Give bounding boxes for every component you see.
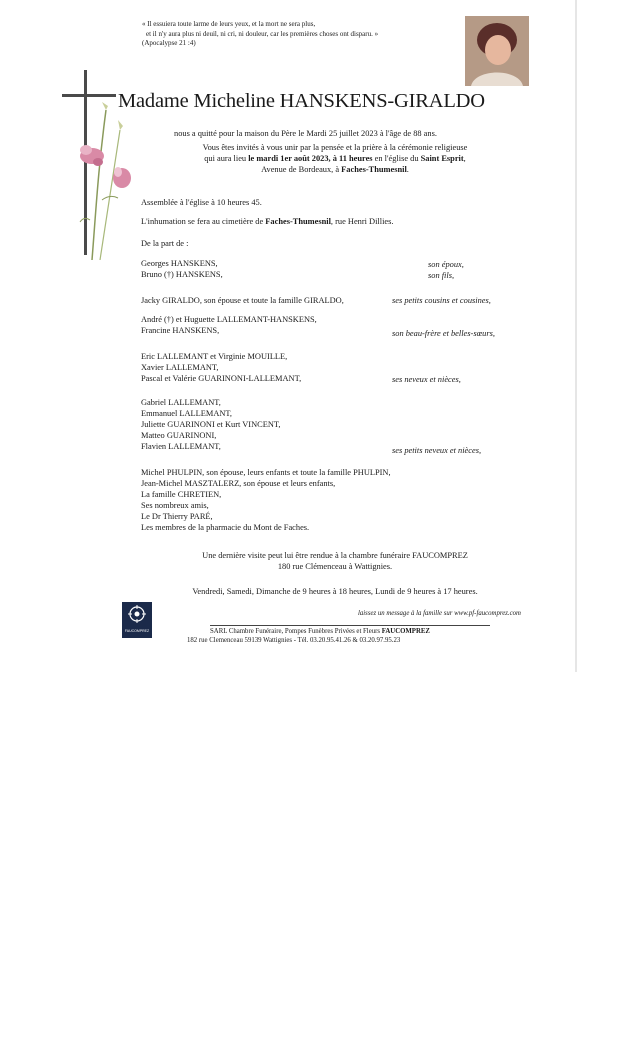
company-name: FAUCOMPREZ	[381, 628, 430, 635]
family-name: Flavien LALLEMANT,	[141, 442, 221, 451]
family-name: Francine HANSKENS,	[141, 326, 220, 335]
portrait-photo	[465, 16, 529, 86]
assembly-line: Assemblée à l'église à 10 heures 45.	[141, 198, 262, 207]
logo-text: FAUCOMPREZ	[124, 629, 150, 633]
footer-divider	[210, 625, 490, 626]
family-name: Xavier LALLEMANT,	[141, 363, 219, 372]
company-text: SARL Chambre Funéraire, Pompes Funèbres Privées et Fleurs	[210, 628, 382, 635]
announcement-line: Vous êtes invités à vous unir par la pensée et la prière à la cérémonie religieuse	[202, 143, 468, 152]
family-relation: son beau-frère et belles-sœurs,	[392, 329, 495, 338]
family-name: Juliette GUARINONI et Kurt VINCENT,	[141, 420, 281, 429]
portrait-image	[465, 16, 529, 86]
ceremony-text: qui aura lieu	[204, 154, 249, 163]
burial-line	[141, 216, 394, 227]
family-relation: ses petits cousins et cousines,	[392, 296, 491, 305]
company-line	[210, 627, 430, 636]
announcement-line: nous a quitté pour la maison du Père le Mardi 25 juillet 2023 à l'âge de 88 ans.	[174, 129, 437, 138]
cemetery-town: Faches-Thumesnil	[265, 217, 331, 226]
family-name: Gabriel LALLEMANT,	[141, 398, 221, 407]
company-address: 182 rue Clemenceau 59139 Wattignies - Tél. 03.20.95.41.26 & 03.20.97.95.23	[187, 637, 401, 644]
family-name: Jean-Michel MASZTALERZ, son épouse et leurs enfants,	[141, 479, 336, 488]
family-name: Le Dr Thierry PARÉ,	[141, 512, 213, 521]
church-name: Saint Esprit	[420, 154, 464, 163]
family-name: Michel PHULPIN, son épouse, leurs enfants et toute la famille PHULPIN,	[141, 468, 391, 477]
burial-text: , rue Henri Dillies.	[330, 217, 394, 226]
family-name: Les membres de la pharmacie du Mont de Faches.	[141, 523, 310, 532]
family-name: Matteo GUARINONI,	[141, 431, 217, 440]
ceremony-text: ,	[463, 154, 466, 163]
address-text: .	[406, 165, 409, 174]
family-name: Georges HANSKENS,	[141, 259, 218, 268]
funeral-home-logo	[122, 602, 152, 638]
visit-line: Une dernière visite peut lui être rendue à la chambre funéraire FAUCOMPREZ	[202, 551, 468, 560]
visiting-hours: Vendredi, Samedi, Dimanche de 9 heures à 18 heures, Lundi de 9 heures à 17 heures.	[192, 587, 478, 596]
family-relation: son fils,	[428, 271, 455, 280]
family-relation: son époux,	[428, 260, 464, 269]
quote-line: et il n'y aura plus ni deuil, ni cri, ni douleur, car les premières choses ont disparu. »	[146, 29, 379, 38]
from-label: De la part de :	[141, 239, 189, 248]
quote-reference: (Apocalypse 21 :4)	[142, 39, 196, 47]
ceremony-line	[150, 153, 520, 164]
ceremony-text: en l'église du	[372, 154, 421, 163]
family-relation: ses neveux et nièces,	[392, 375, 461, 384]
family-name: Eric LALLEMANT et Virginie MOUILLE,	[141, 352, 288, 361]
page-title: Madame Micheline HANSKENS-GIRALDO	[118, 90, 485, 112]
quote-line: « Il essuiera toute larme de leurs yeux, et la mort ne sera plus,	[142, 20, 316, 28]
family-name: Bruno (†) HANSKENS,	[141, 270, 223, 279]
family-name: Ses nombreux amis,	[141, 501, 209, 510]
ceremony-date: le mardi 1er août 2023, à 11 heures	[248, 154, 373, 163]
visit-address: 180 rue Clémenceau à Wattignies.	[277, 562, 393, 571]
address-text: Avenue de Bordeaux, à	[261, 165, 342, 174]
burial-text: L'inhumation se fera au cimetière de	[141, 217, 266, 226]
family-name: André (†) et Huguette LALLEMANT-HANSKENS,	[141, 315, 317, 324]
address-line	[150, 164, 520, 175]
family-name: Jacky GIRALDO, son épouse et toute la famille GIRALDO,	[141, 296, 344, 305]
family-relation: ses petits neveux et nièces,	[392, 446, 482, 455]
page-edge	[575, 0, 577, 672]
scripture-quote	[142, 20, 442, 49]
family-name: La famille CHRETIEN,	[141, 490, 222, 499]
family-name: Emmanuel LALLEMANT,	[141, 409, 233, 418]
family-name: Pascal et Valérie GUARINONI-LALLEMANT,	[141, 374, 302, 383]
town-name: Faches-Thumesnil	[341, 165, 407, 174]
message-link[interactable]: laissez un message à la famille sur www.pf-faucomprez.com	[358, 610, 521, 617]
